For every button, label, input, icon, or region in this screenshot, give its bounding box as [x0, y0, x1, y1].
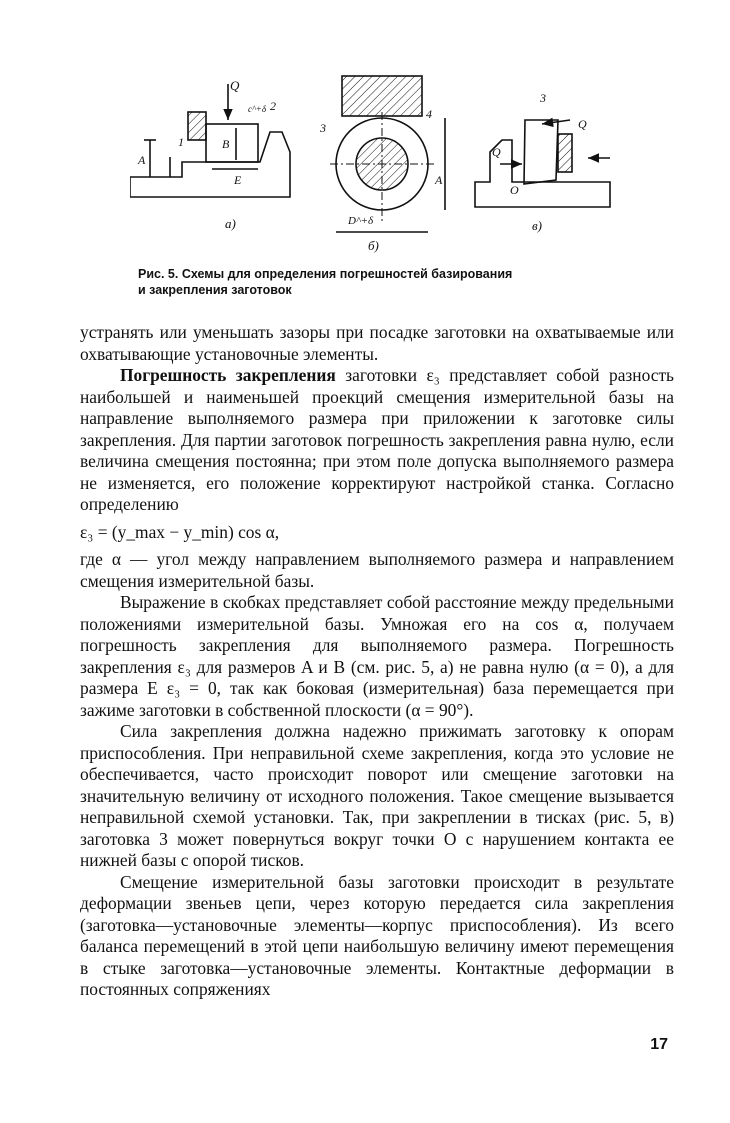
- label-c-a: c^+δ: [248, 104, 267, 114]
- page-number: 17: [650, 1036, 668, 1053]
- label-1-a: 1: [178, 135, 184, 149]
- paragraph-2-rest: заготовки ε₃ представляет собой разность наибольшей и наименьшей проекций смещения измерительной базы на направление выполняемого размера при приложении к заготовке силы закрепления. Для партии заготовок погрешность закрепления равна нулю, если величина смещения постоянна; при этом поле допуска выполняемого размера не изменяется, его положение корректируют настройкой станка. Согласно определению: [80, 365, 674, 514]
- label-A-b: A: [435, 173, 443, 187]
- label-q1-v: Q: [492, 145, 501, 159]
- formula: ε₃ = (y_max − y_min) cos α,: [80, 521, 280, 542]
- paragraph-4: Выражение в скобках представляет собой расстояние между предельными положениями измерительной базы. Умножая его на cos α, получаем погрешность закрепления для выполняемого размера. Погрешность закрепления ε₃ для размеров A и B (см. рис. 5, а) не равна нулю (α = 0), а для размера E ε₃ = 0, так как боковая (измерительная) база перемещается при зажиме заготовки в собственной плоскости (α = 90°).: [80, 592, 674, 720]
- paragraph-1: устранять или уменьшать зазоры при посадке заготовки на охватываемые или охватывающие установочные элементы.: [80, 322, 674, 364]
- subfigure-v: [475, 91, 610, 233]
- label-4-b: 4: [426, 107, 432, 121]
- figure-5: [130, 72, 620, 262]
- figure-caption: [138, 266, 608, 298]
- subfigure-b: [319, 76, 445, 253]
- subfigure-a: [130, 78, 290, 231]
- subfig-label-a: а): [225, 216, 236, 231]
- caption-line-2: и закрепления заготовок: [138, 283, 292, 297]
- caption-line-1: Рис. 5. Схемы для определения погрешностей базирования: [138, 267, 513, 281]
- label-E-a: E: [234, 173, 242, 187]
- term-clamping-error: Погрешность закрепления: [120, 365, 336, 385]
- body-text: [80, 322, 674, 1001]
- label-B-a: B: [222, 137, 230, 151]
- paragraph-6: Смещение измерительной базы заготовки происходит в результате деформации звеньев цепи, через которую передается сила закрепления (заготовка—установочные элементы—корпус приспособления). Из всего баланса перемещений в этой цепи наибольшую величину имеют перемещения в стыке заготовка—установочные элементы. Контактные деформации в постоянных сопряжениях: [80, 871, 674, 999]
- paragraph-3: где α — угол между направлением выполняемого размера и направлением смещения измерительной базы.: [80, 549, 674, 591]
- label-A-a: A: [138, 153, 146, 167]
- label-3-b: 3: [320, 121, 326, 135]
- label-o-v: O: [510, 183, 519, 197]
- paragraph-2: [80, 365, 674, 516]
- label-D-b: D^+δ: [348, 215, 374, 227]
- label-q2-v: Q: [578, 117, 587, 131]
- label-3-v: 3: [540, 91, 546, 105]
- subfig-label-b: б): [368, 238, 379, 253]
- label-q-a: Q: [230, 78, 240, 93]
- paragraph-5: Сила закрепления должна надежно прижимать заготовку к опорам приспособления. При неправильной схеме закрепления, когда это условие не обеспечивается, часто происходит поворот или смещение заготовки на значительную величину от исходного положения. Такое смещение вызывается неправильной схемой установки. Так, при закреплении в тисках (рис. 5, в) заготовка 3 может повернуться вокруг точки O с нарушением контакта ее нижней базы с опорой тисков.: [80, 721, 674, 870]
- subfig-label-v: в): [532, 218, 542, 233]
- label-2-a: 2: [270, 99, 276, 113]
